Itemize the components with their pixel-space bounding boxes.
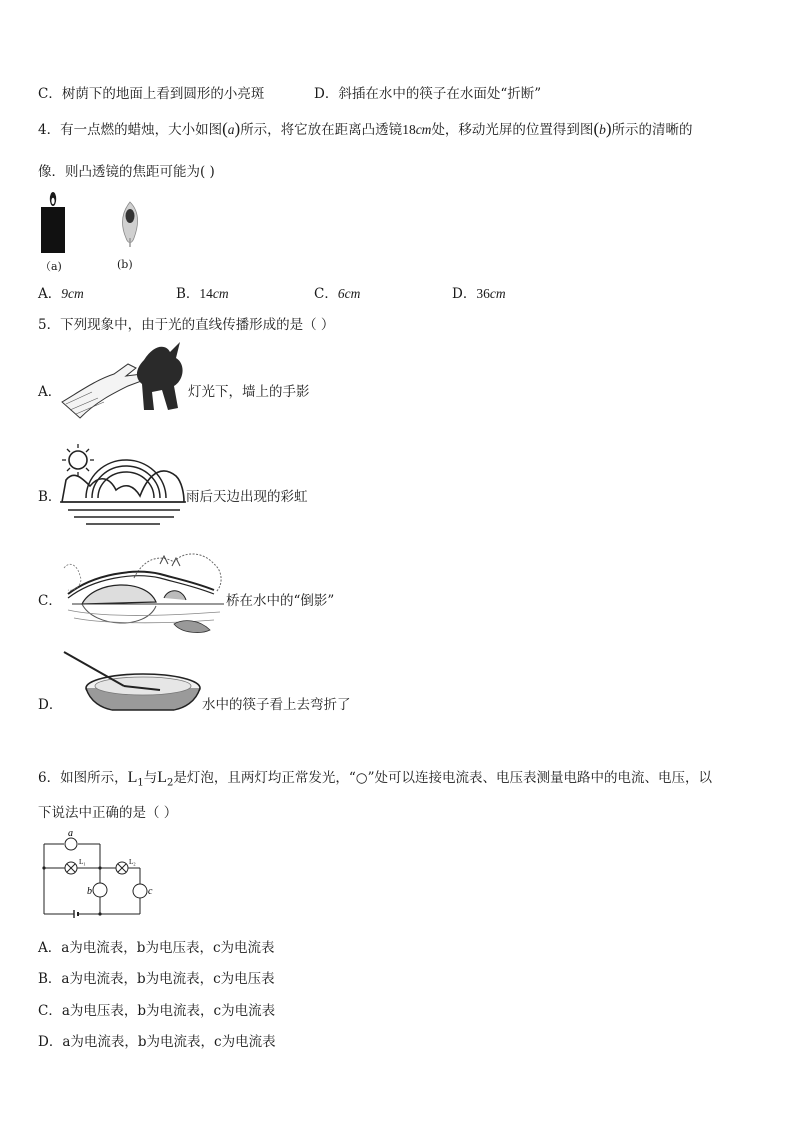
bowl-chopstick-image <box>62 650 202 712</box>
q5-option-a-text: 灯光下，墙上的手影 <box>188 384 310 400</box>
q4-stem-line2: 像．则凸透镜的焦距可能为( ) <box>38 164 215 180</box>
hand-shadow-image <box>62 340 192 420</box>
circuit-diagram <box>38 828 162 920</box>
image-figure-b <box>118 200 148 250</box>
q3-option-d: D．斜插在水中的筷子在水面处“折断” <box>314 86 542 102</box>
fig-a-label: （a) <box>40 260 62 273</box>
circuit-label-b: b <box>87 886 92 897</box>
q6-option-b: B．a为电流表，b为电流表，c为电压表 <box>38 971 275 987</box>
q6-stem-line2: 下说法中正确的是（ ） <box>38 805 178 821</box>
q5-option-c-letter: C． <box>38 593 62 609</box>
q5-option-b-text: 雨后天边出现的彩虹 <box>186 489 308 505</box>
circuit-label-c: c <box>148 886 153 897</box>
q6-option-d: D．a为电流表，b为电流表，c为电流表 <box>38 1034 276 1050</box>
q5-stem: 5．下列现象中，由于光的直线传播形成的是（ ） <box>38 317 335 333</box>
q5-option-a-letter: A． <box>38 384 62 400</box>
candle-figure-a <box>38 190 78 254</box>
q6-option-a: A．a为电流表，b为电压表，c为电流表 <box>38 940 275 956</box>
q4-option-c: C．6cm <box>314 286 361 302</box>
q5-option-d-letter: D． <box>38 697 63 713</box>
q5-option-c-text: 桥在水中的“倒影” <box>226 593 335 609</box>
rainbow-image <box>60 440 186 526</box>
q6-option-c: C．a为电压表，b为电流表，c为电流表 <box>38 1003 276 1019</box>
q5-option-b-letter: B． <box>38 489 62 505</box>
fig-b-label: (b) <box>117 258 133 271</box>
q6-stem-line1: 6．如图所示，$L_1$与$L_2$是灯泡，且两灯均正常发光，“○”处可以连接电流表、电压表测量电路中的电流、电压，以 <box>38 769 712 789</box>
bridge-reflection-image <box>64 548 226 638</box>
q4-option-d: D．36cm <box>452 286 506 302</box>
circuit-label-a: a <box>68 828 73 839</box>
q4-stem-line1: 4．有一点燃的蜡烛，大小如图(a)所示，将它放在距离凸透镜18cm处，移动光屏的位置得到图(b)所示的清晰的 <box>38 119 693 138</box>
q4-option-b: B．14cm <box>176 286 229 302</box>
q3-option-c: C．树荫下的地面上看到圆形的小亮斑 <box>38 86 265 102</box>
circuit-label-l2: L₂ <box>129 858 136 866</box>
q5-option-d-text: 水中的筷子看上去弯折了 <box>202 697 351 713</box>
q4-option-a: A．9cm <box>38 286 84 302</box>
circuit-label-l1: L₁ <box>79 858 86 866</box>
